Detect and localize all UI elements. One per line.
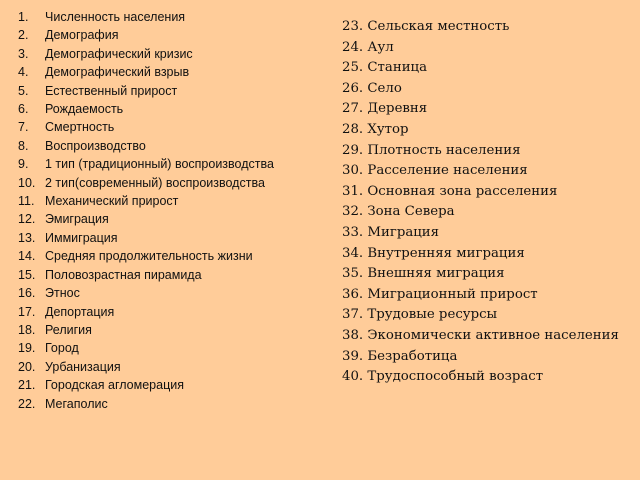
list-item-number: 36. (342, 286, 368, 302)
list-item (342, 305, 632, 326)
list-item-number: 28. (342, 121, 368, 137)
list-item-text: Воспроизводство (45, 138, 146, 153)
list-item (18, 395, 323, 413)
list-item-number: 31. (342, 183, 368, 199)
list-item-number: 38. (342, 327, 368, 343)
list-item-number: 8. (18, 138, 29, 153)
list-item (342, 141, 632, 162)
list-item-text: Демографический взрыв (45, 65, 190, 80)
list-item-number: 19. (18, 341, 36, 356)
list-item-text: Урбанизация (45, 359, 121, 374)
list-item-text: Экономически активное населения (367, 327, 619, 343)
list-item (18, 8, 323, 26)
list-item (18, 229, 323, 247)
list-item-text: Религия (45, 322, 92, 337)
list-item-text: Численность населения (45, 10, 186, 24)
list-item-number: 7. (18, 120, 29, 135)
list-item-text: Основная зона расселения (367, 183, 558, 199)
list-item (18, 358, 323, 376)
list-item (342, 99, 632, 120)
list-item-number: 4. (18, 65, 29, 80)
list-item-text: Безработица (367, 348, 458, 364)
left-term-list (18, 8, 323, 413)
list-item-text: Смертность (45, 120, 115, 135)
list-item-number: 30. (342, 163, 368, 179)
list-item (18, 303, 323, 321)
list-item-number: 5. (18, 83, 29, 98)
list-item-number: 32. (342, 204, 368, 220)
list-item-text: Плотность населения (367, 142, 521, 158)
list-item (342, 347, 632, 368)
list-item (342, 285, 632, 306)
list-item-number: 34. (342, 245, 368, 261)
list-item-text: Средняя продолжительность жизни (45, 249, 253, 264)
list-item-number: 29. (342, 142, 368, 158)
list-item-number: 3. (18, 46, 29, 61)
list-item (342, 202, 632, 223)
list-item (342, 367, 632, 388)
list-item-text: Мегаполис (45, 396, 108, 411)
list-item-text: 2 тип(современный) воспроизводства (45, 175, 265, 190)
list-item-text: Зона Севера (367, 204, 455, 220)
list-item-text: Село (367, 80, 402, 96)
list-item-text: Депортация (45, 304, 115, 319)
list-item (18, 210, 323, 228)
list-item-number: 33. (342, 224, 368, 240)
list-item-number: 6. (18, 102, 29, 117)
list-item-number: 21. (18, 378, 36, 393)
list-item-number: 2. (18, 28, 29, 43)
list-item (18, 247, 323, 265)
list-item-number: 14. (18, 249, 36, 264)
list-item-number: 37. (342, 307, 368, 323)
list-item-number: 35. (342, 266, 368, 282)
list-item-number: 16. (18, 286, 36, 301)
list-item-text: Естественный прирост (45, 83, 178, 98)
list-item-number: 24. (342, 39, 368, 55)
list-item-number: 1. (18, 10, 29, 24)
list-item-text: Расселение населения (367, 163, 528, 179)
list-item-number: 15. (18, 267, 36, 282)
list-item-text: Сельская местность (367, 19, 510, 34)
list-item-text: Иммиграция (45, 230, 118, 245)
list-item (342, 38, 632, 59)
list-item-number: 27. (342, 101, 368, 117)
list-item-number: 18. (18, 322, 36, 337)
list-item (342, 161, 632, 182)
list-item-text: Деревня (367, 101, 428, 117)
list-item (18, 339, 323, 357)
list-item-number: 40. (342, 369, 368, 385)
list-item-text: Миграция (367, 224, 440, 240)
list-item-number: 9. (18, 157, 29, 172)
list-item-text: Трудовые ресурсы (367, 307, 498, 323)
list-item (18, 45, 323, 63)
list-item-number: 22. (18, 396, 36, 411)
list-item-text: Трудоспособный возраст (367, 369, 544, 385)
list-item-text: Станица (367, 60, 428, 76)
list-item (342, 79, 632, 100)
list-item (18, 82, 323, 100)
list-item-text: Эмиграция (45, 212, 109, 227)
list-item (18, 63, 323, 81)
list-item (342, 326, 632, 347)
list-item (18, 284, 323, 302)
list-item (342, 223, 632, 244)
list-item (18, 155, 323, 173)
list-item-number: 20. (18, 359, 36, 374)
list-item (18, 192, 323, 210)
list-item (342, 264, 632, 285)
list-item (18, 266, 323, 284)
list-item-text: Механический прирост (45, 194, 179, 209)
list-item-text: Хутор (367, 121, 409, 137)
list-item-text: Город (45, 341, 79, 356)
list-item-number: 26. (342, 80, 368, 96)
right-term-list (342, 17, 632, 388)
list-item (342, 58, 632, 79)
list-item-text: Внутренняя миграция (367, 245, 525, 261)
list-item-number: 17. (18, 304, 36, 319)
list-item (18, 321, 323, 339)
list-item (342, 17, 632, 38)
list-item-text: Внешняя миграция (367, 266, 505, 282)
list-item-text: Городская агломерация (45, 378, 184, 393)
list-item-number: 25. (342, 60, 368, 76)
list-item (342, 182, 632, 203)
list-item (18, 174, 323, 192)
list-item-number: 39. (342, 348, 368, 364)
list-item-text: 1 тип (традиционный) воспроизводства (45, 157, 274, 172)
list-item-text: Половозрастная пирамида (45, 267, 202, 282)
list-item-text: Демография (45, 28, 119, 43)
list-item (18, 137, 323, 155)
list-item-number: 11. (18, 194, 35, 209)
list-item (18, 100, 323, 118)
list-item-number: 10. (18, 175, 36, 190)
list-item (18, 118, 323, 136)
list-item-number: 13. (18, 230, 36, 245)
list-item-text: Миграционный прирост (367, 286, 538, 302)
list-item (18, 376, 323, 394)
list-item (342, 120, 632, 141)
list-item-text: Демографический кризис (45, 46, 193, 61)
list-item-text: Аул (367, 39, 394, 55)
list-item-number: 12. (18, 212, 36, 227)
list-item (18, 26, 323, 44)
list-item (342, 244, 632, 265)
list-item-text: Этнос (45, 286, 80, 301)
list-item-number: 23. (342, 19, 368, 34)
list-item-text: Рождаемость (45, 102, 124, 117)
